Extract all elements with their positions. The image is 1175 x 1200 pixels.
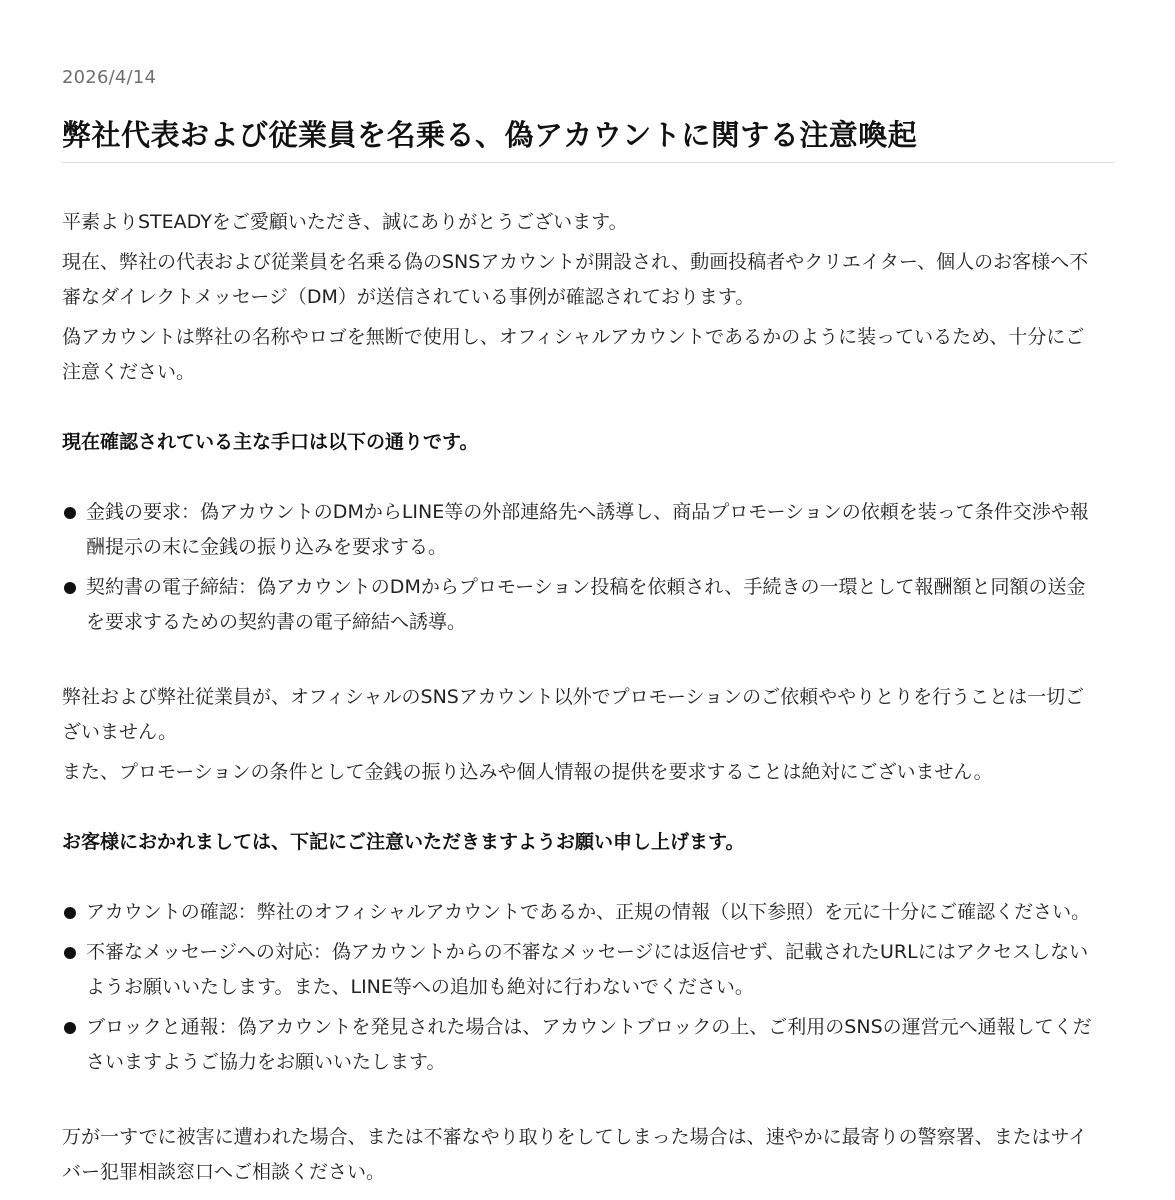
bullet-icon (64, 1022, 76, 1034)
requests-heading: お客様におかれましては、下記にご注意いただきますようお願い申し上げます。 (62, 831, 745, 853)
request-item-text: ブロックと通報：偽アカウントを発見された場合は、アカウントブロックの上、ご利用のSNSの運営元へ通報してくださいますようご協力をお願いいたします。 (86, 1016, 1092, 1073)
method-item-contract (62, 570, 1102, 640)
bullet-icon (64, 507, 76, 519)
intro-warning: 偽アカウントは弊社の名称やロゴを無断で使用し、オフィシャルアカウントであるかのように装っているため、十分にご注意ください。 (62, 326, 1085, 383)
method-item-text: 金銭の要求：偽アカウントのDMからLINE等の外部連絡先へ誘導し、商品プロモーションの依頼を装って条件交渉や報酬提示の末に金銭の振り込みを要求する。 (86, 501, 1089, 558)
notice-official-only: 弊社および弊社従業員が、オフィシャルのSNSアカウント以外でプロモーションのご依頼ややりとりを行うことは一切ございません。 (62, 686, 1085, 743)
request-item-suspicious-message (62, 935, 1102, 1005)
bullet-icon (64, 907, 76, 919)
article-body (62, 205, 1102, 1190)
article-title: 弊社代表および従業員を名乗る、偽アカウントに関する注意喚起 (62, 118, 918, 152)
article-date: 2026/4/14 (62, 67, 157, 88)
method-item-money-request (62, 495, 1102, 565)
request-item-block-report (62, 1010, 1102, 1080)
title-divider (62, 162, 1114, 163)
request-item-account-check (62, 895, 1102, 930)
bullet-icon (64, 582, 76, 594)
intro-greeting: 平素よりSTEADYをご愛顧いただき、誠にありがとうございます。 (62, 211, 628, 233)
intro-situation: 現在、弊社の代表および従業員を名乗る偽のSNSアカウントが開設され、動画投稿者やクリエイター、個人のお客様へ不審なダイレクトメッセージ（DM）が送信されている事例が確認されております。 (62, 251, 1089, 308)
methods-heading: 現在確認されている主な手口は以下の通りです。 (62, 431, 479, 453)
closing-advice: 万が一すでに被害に遭われた場合、または不審なやり取りをしてしまった場合は、速やかに最寄りの警察署、またはサイバー犯罪相談窓口へご相談ください。 (62, 1126, 1088, 1183)
request-item-text: アカウントの確認：弊社のオフィシャルアカウントであるか、正規の情報（以下参照）を元に十分にご確認ください。 (86, 901, 1091, 923)
notice-no-payment: また、プロモーションの条件として金銭の振り込みや個人情報の提供を要求することは絶対にございません。 (62, 761, 993, 783)
method-item-text: 契約書の電子締結：偽アカウントのDMからプロモーション投稿を依頼され、手続きの一環として報酬額と同額の送金を要求するための契約書の電子締結へ誘導。 (86, 576, 1086, 633)
request-item-text: 不審なメッセージへの対応：偽アカウントからの不審なメッセージには返信せず、記載されたURLにはアクセスしないようお願いいたします。また、LINE等への追加も絶対に行わないでください。 (86, 941, 1089, 998)
bullet-icon (64, 947, 76, 959)
